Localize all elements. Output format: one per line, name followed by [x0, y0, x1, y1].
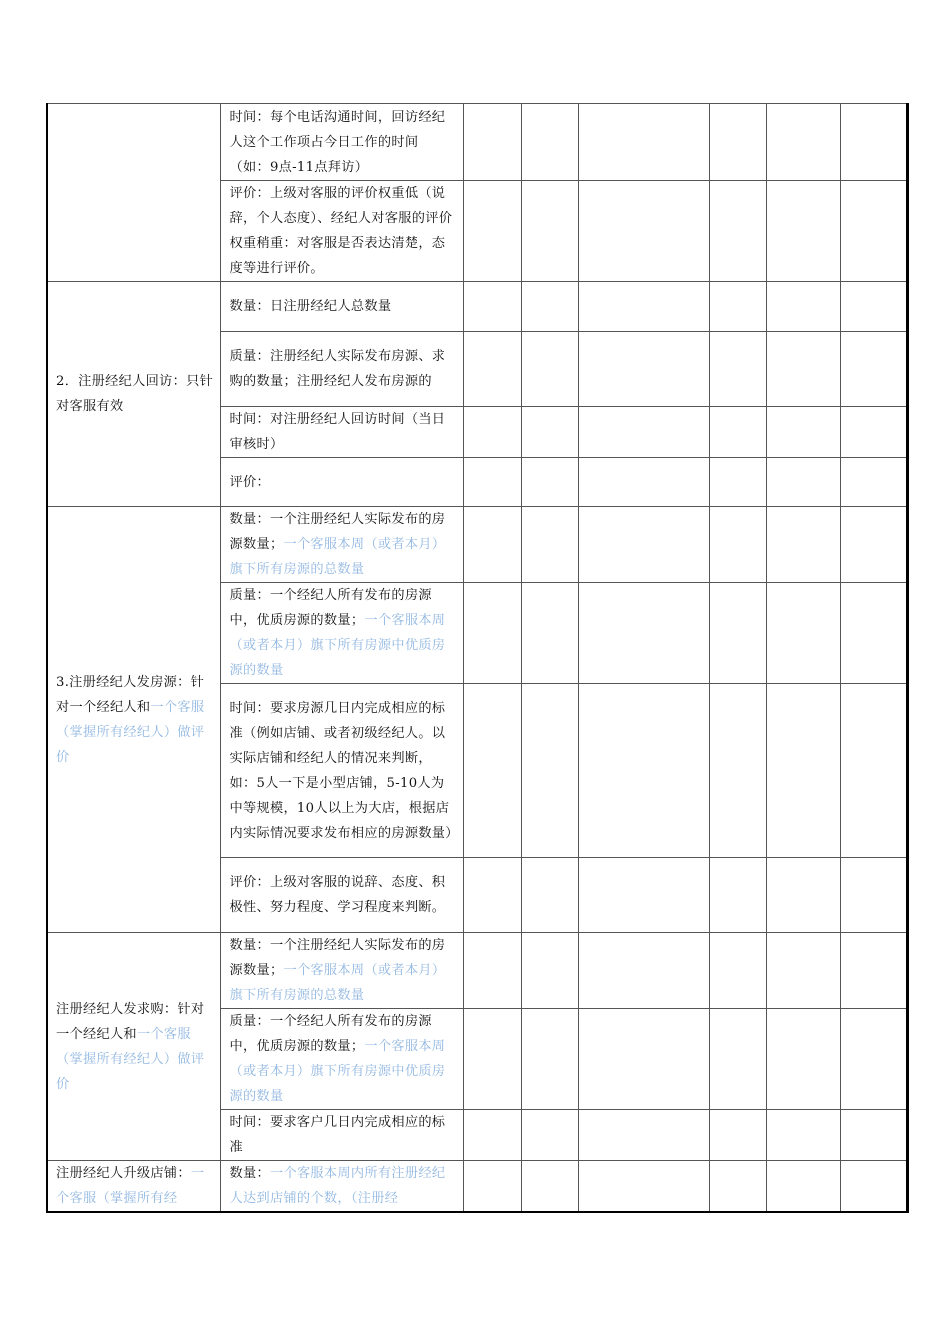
- criteria-text: 时间：每个电话沟通时间，回访经纪人这个工作项占今日工作的时间（如：9点-11点拜访）: [229, 109, 446, 175]
- criteria-text: 数量：一个注册经纪人实际发布的房源数量；: [229, 512, 446, 552]
- score-cell: [709, 1009, 766, 1110]
- score-cell: [578, 684, 709, 858]
- score-cell: [463, 104, 521, 181]
- score-cell: [709, 458, 766, 507]
- score-cell: [766, 583, 840, 684]
- criteria-cell: [220, 1009, 463, 1110]
- criteria-text: 质量：注册经纪人实际发布房源、求购的数量；注册经纪人发布房源的: [229, 349, 446, 389]
- score-cell: [709, 332, 766, 407]
- criteria-cell: [220, 583, 463, 684]
- section-label-highlight: 一个客服（掌握所有经纪人）做评价: [56, 1026, 205, 1092]
- score-cell: [463, 332, 521, 407]
- table-row: [47, 104, 907, 181]
- score-cell: [840, 933, 907, 1009]
- score-cell: [840, 1161, 907, 1213]
- score-cell: [578, 458, 709, 507]
- score-cell: [766, 181, 840, 282]
- score-cell: [578, 583, 709, 684]
- criteria-text: 时间：对注册经纪人回访时间（当日审核时）: [229, 412, 446, 452]
- table-row: [47, 507, 907, 583]
- score-cell: [840, 282, 907, 332]
- score-cell: [709, 684, 766, 858]
- section-label: 注册经纪人发求购：针对一个经纪人和: [56, 1001, 205, 1042]
- criteria-text: 数量：一个注册经纪人实际发布的房源数量；: [229, 938, 446, 978]
- score-cell: [766, 1009, 840, 1110]
- score-cell: [463, 858, 521, 933]
- table-row: [47, 282, 907, 332]
- section-label-cell: [47, 1161, 220, 1213]
- score-cell: [766, 1161, 840, 1213]
- score-cell: [463, 507, 521, 583]
- criteria-highlight: 一个客服本周（或者本月）旗下所有房源中优质房源的数量: [229, 613, 446, 678]
- criteria-highlight: 一个客服本周（或者本月）旗下所有房源中优质房源的数量: [229, 1039, 446, 1104]
- criteria-cell: [220, 684, 463, 858]
- score-cell: [521, 858, 578, 933]
- score-cell: [578, 1009, 709, 1110]
- score-cell: [521, 1009, 578, 1110]
- score-cell: [463, 684, 521, 858]
- score-cell: [709, 407, 766, 458]
- score-cell: [709, 858, 766, 933]
- criteria-cell: [220, 933, 463, 1009]
- score-cell: [709, 1161, 766, 1213]
- score-cell: [840, 583, 907, 684]
- criteria-highlight: 一个客服本周（或者本月）旗下所有房源的总数量: [229, 537, 446, 577]
- score-cell: [840, 1009, 907, 1110]
- section-label: 3.注册经纪人发房源：针对一个经纪人和: [56, 674, 205, 715]
- score-cell: [578, 1161, 709, 1213]
- criteria-cell: [220, 407, 463, 458]
- criteria-cell: [220, 858, 463, 933]
- score-cell: [766, 684, 840, 858]
- criteria-cell: [220, 458, 463, 507]
- score-cell: [578, 282, 709, 332]
- section-label: 2．注册经纪人回访：只针对客服有效: [56, 374, 214, 414]
- score-cell: [766, 933, 840, 1009]
- criteria-text: 评价：: [229, 474, 270, 490]
- section-label-cell: [47, 933, 220, 1161]
- score-cell: [463, 458, 521, 507]
- section-label-cell: [47, 507, 220, 933]
- score-cell: [521, 583, 578, 684]
- criteria-text: 质量：一个经纪人所有发布的房源中，优质房源的数量；: [229, 1014, 432, 1054]
- score-cell: [840, 332, 907, 407]
- score-cell: [766, 104, 840, 181]
- score-cell: [463, 1161, 521, 1213]
- score-cell: [521, 1161, 578, 1213]
- score-cell: [578, 858, 709, 933]
- score-cell: [709, 933, 766, 1009]
- score-cell: [709, 507, 766, 583]
- score-cell: [578, 933, 709, 1009]
- score-cell: [840, 407, 907, 458]
- kpi-table: [46, 103, 909, 1213]
- score-cell: [766, 407, 840, 458]
- score-cell: [463, 1110, 521, 1161]
- criteria-cell: [220, 507, 463, 583]
- criteria-text: 评价：上级对客服的说辞、态度、积极性、努力程度、学习程度来判断。: [229, 875, 446, 915]
- score-cell: [766, 1110, 840, 1161]
- criteria-text: 时间：要求房源几日内完成相应的标准（例如店铺、或者初级经纪人。以实际店铺和经纪人的情况来判断，如：5人一下是小型店铺，5-10人为中等规模，10人以上为大店，根据店内实际情况要求发布相应的房源数量）: [229, 700, 459, 841]
- criteria-highlight: 一个客服本周内所有注册经纪人达到店铺的个数，（注册经: [229, 1166, 446, 1206]
- score-cell: [709, 282, 766, 332]
- section-label-highlight: 一个客服（掌握所有经纪人）做评价: [56, 699, 205, 765]
- score-cell: [840, 858, 907, 933]
- criteria-highlight: 一个客服本周（或者本月）旗下所有房源的总数量: [229, 963, 446, 1003]
- score-cell: [521, 332, 578, 407]
- score-cell: [521, 282, 578, 332]
- score-cell: [521, 104, 578, 181]
- score-cell: [463, 282, 521, 332]
- criteria-text: 数量：: [229, 1166, 270, 1181]
- score-cell: [766, 282, 840, 332]
- criteria-cell: [220, 181, 463, 282]
- score-cell: [521, 933, 578, 1009]
- score-cell: [578, 407, 709, 458]
- criteria-cell: [220, 104, 463, 181]
- table-row: [47, 933, 907, 1009]
- score-cell: [766, 332, 840, 407]
- score-cell: [578, 181, 709, 282]
- criteria-cell: [220, 282, 463, 332]
- score-cell: [521, 181, 578, 282]
- score-cell: [840, 181, 907, 282]
- score-cell: [840, 507, 907, 583]
- score-cell: [521, 458, 578, 507]
- score-cell: [578, 507, 709, 583]
- score-cell: [521, 407, 578, 458]
- score-cell: [766, 458, 840, 507]
- criteria-cell: [220, 1161, 463, 1213]
- score-cell: [463, 933, 521, 1009]
- score-cell: [521, 1110, 578, 1161]
- score-cell: [840, 1110, 907, 1161]
- score-cell: [521, 684, 578, 858]
- score-cell: [840, 684, 907, 858]
- score-cell: [521, 507, 578, 583]
- section-label: 注册经纪人升级店铺：: [56, 1166, 191, 1181]
- score-cell: [463, 1009, 521, 1110]
- score-cell: [709, 104, 766, 181]
- score-cell: [578, 104, 709, 181]
- score-cell: [766, 507, 840, 583]
- score-cell: [463, 407, 521, 458]
- score-cell: [766, 858, 840, 933]
- criteria-text: 质量：一个经纪人所有发布的房源中，优质房源的数量；: [229, 588, 432, 628]
- score-cell: [709, 1110, 766, 1161]
- section-label-cell: [47, 282, 220, 507]
- criteria-text: 时间：要求客户几日内完成相应的标准: [229, 1115, 446, 1155]
- score-cell: [578, 1110, 709, 1161]
- score-cell: [709, 583, 766, 684]
- table-row: [47, 1161, 907, 1213]
- criteria-text: 数量：日注册经纪人总数量: [229, 299, 392, 314]
- section-cell-continued: [47, 104, 220, 282]
- criteria-text: 评价：上级对客服的评价权重低（说辞，个人态度）、经纪人对客服的评价权重稍重：对客服是否表达清楚，态度等进行评价。: [229, 186, 453, 276]
- score-cell: [463, 181, 521, 282]
- criteria-cell: [220, 332, 463, 407]
- score-cell: [578, 332, 709, 407]
- score-cell: [463, 583, 521, 684]
- section-label-highlight: 一个客服（掌握所有经: [56, 1166, 205, 1206]
- criteria-cell: [220, 1110, 463, 1161]
- score-cell: [840, 104, 907, 181]
- score-cell: [840, 458, 907, 507]
- score-cell: [709, 181, 766, 282]
